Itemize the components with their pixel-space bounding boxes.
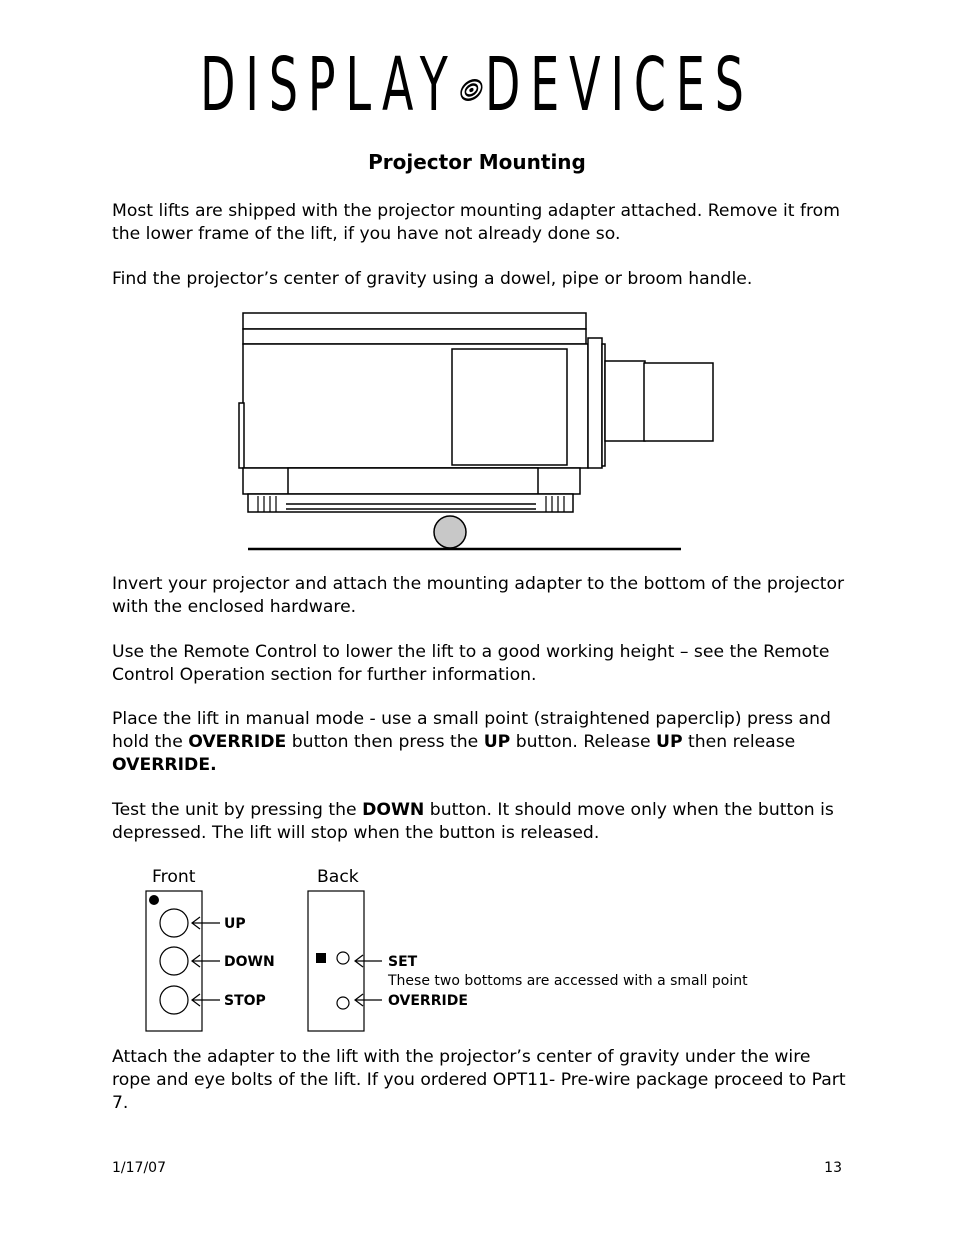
down-term: DOWN [362,800,425,820]
down-label: DOWN [224,954,275,970]
back-label: Back [317,867,359,887]
small-point-note: These two bottoms are accessed with a small point [388,973,748,989]
paragraph-remote-control: Use the Remote Control to lower the lift to a good working height – see the Remote Control Operation section for further information. [112,642,830,685]
up-term: UP [655,732,683,752]
front-label: Front [152,867,196,887]
set-button-circle [337,952,349,964]
stop-button-circle [160,986,188,1014]
up-label: UP [224,916,246,932]
swirl-logo-icon [459,72,484,106]
logo-right-word: DEVICES [485,42,754,128]
up-button-circle [160,909,188,937]
paragraph-center-of-gravity: Find the projector’s center of gravity using a dowel, pipe or broom handle. [112,269,753,289]
display-devices-logo [181,42,772,128]
up-term: UP [483,732,511,752]
footer-date: 1/17/07 [112,1160,166,1176]
paragraph-attach-adapter: Attach the adapter to the lift with the projector’s center of gravity under the wire rope and eye bolts of the lift. If you ordered OPT11- Pre-wire package proceed to Part 7. [112,1047,846,1113]
down-button-circle [160,947,188,975]
page-title: Projector Mounting [368,150,586,174]
stop-label: STOP [224,993,266,1009]
back-square-indicator [316,953,326,963]
logo-left-word: DISPLAY [200,42,458,128]
override-button-circle [337,997,349,1009]
footer-page-number: 13 [824,1160,842,1176]
dowel-circle [434,516,466,548]
override-label: OVERRIDE [388,993,468,1009]
paragraph-invert-projector: Invert your projector and attach the mounting adapter to the bottom of the projector with the enclosed hardware. [112,574,845,617]
projector-illustration [236,308,720,556]
override-term: OVERRIDE. [112,755,217,775]
indicator-led [149,895,159,905]
override-term: OVERRIDE [188,732,287,752]
paragraph-test-unit: Test the unit by pressing the DOWN button. It should move only when the button is depressed. The lift will stop when the button is released. [112,800,834,843]
paragraph-adapter-removal: Most lifts are shipped with the projector mounting adapter attached. Remove it from the lower frame of the lift, if you have not already done so. [112,201,840,244]
set-label: SET [388,954,418,970]
paragraph-manual-mode: Place the lift in manual mode - use a small point (straightened paperclip) press and hold the OVERRIDE button then press the UP button. Release UP then release OVERRIDE. [112,709,831,775]
